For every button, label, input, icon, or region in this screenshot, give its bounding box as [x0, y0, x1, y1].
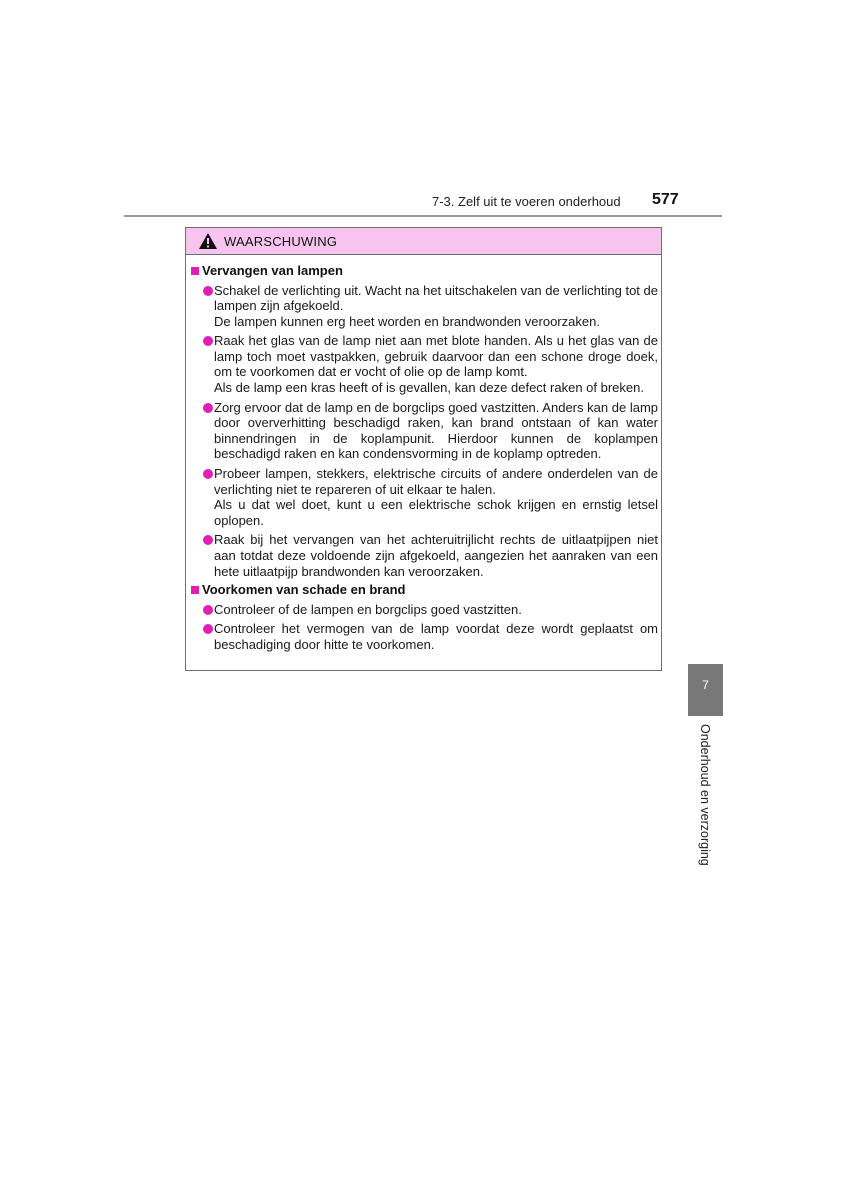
round-bullet-icon — [203, 286, 213, 296]
section-heading-text: Voorkomen van schade en brand — [202, 582, 406, 598]
header-divider — [124, 215, 722, 217]
round-bullet-icon — [203, 336, 213, 346]
warning-title: WAARSCHUWING — [224, 233, 338, 249]
list-item-text: Raak bij het vervangen van het achteruitrijlicht rechts de uitlaatpijpen niet aan totdat deze voldoende zijn afgekoeld, aangezien het aanraken van een hete uitlaatpijp brandwonden kan veroorzaken. — [214, 532, 658, 579]
list-item-text: Als u dat wel doet, kunt u een elektrische schok krijgen en ernstig letsel oplopen. — [214, 497, 658, 528]
round-bullet-icon — [203, 535, 213, 545]
chapter-label: Onderhoud en verzorging — [698, 724, 712, 866]
round-bullet-icon — [203, 605, 213, 615]
warning-triangle-icon — [198, 232, 218, 250]
chapter-number: 7 — [702, 678, 709, 692]
round-bullet-icon — [203, 624, 213, 634]
warning-header — [186, 228, 661, 255]
round-bullet-icon — [203, 469, 213, 479]
round-bullet-icon — [203, 403, 213, 413]
page-number: 577 — [652, 191, 679, 208]
chapter-tab — [688, 664, 723, 716]
section-heading — [191, 582, 656, 598]
section-heading — [191, 263, 656, 279]
list-item-text: Als de lamp een kras heeft of is gevallen, kan deze defect raken of breken. — [214, 380, 644, 396]
list-item-text: Raak het glas van de lamp niet aan met blote handen. Als u het glas van de lamp toch moet vastpakken, gebruik daarvoor dan een schone droge doek, om te voorkomen dat er vocht of olie op de lamp komt. — [214, 333, 658, 380]
list-item — [191, 283, 658, 330]
list-item — [191, 466, 658, 528]
list-item — [191, 621, 658, 652]
square-bullet-icon — [191, 586, 199, 594]
section-title: 7-3. Zelf uit te voeren onderhoud — [432, 194, 621, 209]
list-item — [191, 602, 658, 618]
warning-section — [191, 263, 656, 579]
list-item-text: Probeer lampen, stekkers, elektrische circuits of andere onderdelen van de verlichting niet te repareren of uit elkaar te halen. — [214, 466, 658, 497]
list-item-text: Zorg ervoor dat de lamp en de borgclips goed vastzitten. Anders kan de lamp door oververhitting beschadigd raken, kan brand ontstaan of kan water binnendringen in de koplampunit. Hierdoor kunnen de koplampen beschadigd raken en kan condensvorming in de koplamp optreden. — [214, 399, 658, 462]
list-item-text: Schakel de verlichting uit. Wacht na het uitschakelen van de verlichting tot de lampen zijn afgekoeld. — [214, 282, 658, 314]
list-item — [191, 400, 658, 462]
list-item — [191, 532, 658, 579]
warning-box — [185, 227, 662, 671]
list-item — [191, 333, 658, 395]
list-item-text: De lampen kunnen erg heet worden en brandwonden veroorzaken. — [214, 313, 600, 329]
square-bullet-icon — [191, 267, 199, 275]
list-item-text: Controleer of de lampen en borgclips goed vastzitten. — [214, 601, 522, 617]
section-heading-text: Vervangen van lampen — [202, 263, 343, 278]
warning-section — [191, 582, 656, 652]
warning-body — [186, 255, 661, 652]
list-item-text: Controleer het vermogen van de lamp voordat deze wordt geplaatst om beschadiging door hitte te voorkomen. — [214, 621, 658, 652]
